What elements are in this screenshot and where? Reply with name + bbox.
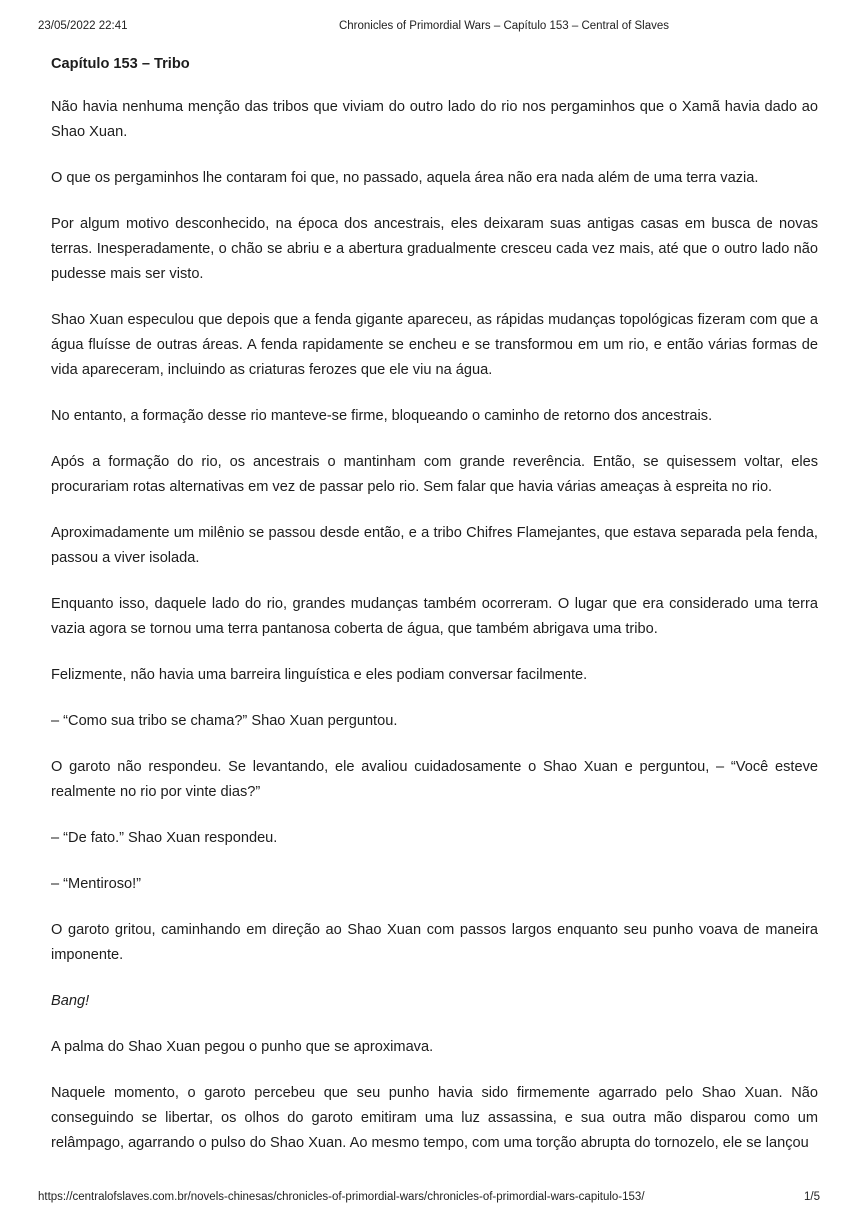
paragraph-13: Naquele momento, o garoto percebeu que seu punho havia sido firmemente agarrado pelo Shao Xuan. Não conseguindo se libertar, os olhos do garoto emitiram uma luz assassina, e sua outra mão disparou como um relâmpago, agarrando o pulso do Shao Xuan. Ao mesmo tempo, com uma torção abrupta do tornozelo, ele se lançou [51,1085,818,1151]
article-body [51,54,818,1177]
page-number: 1/5 [804,1191,820,1203]
dialogue-1: – “Como sua tribo se chama?” Shao Xuan perguntou. [51,713,398,729]
dialogue-2: – “De fato.” Shao Xuan respondeu. [51,830,278,846]
page-url: https://centralofslaves.com.br/novels-chinesas/chronicles-of-primordial-wars/chronicles-of-primordial-wars-capitulo-153/ [38,1191,645,1203]
sound-effect: Bang! [51,993,90,1009]
paragraph-1: Não havia nenhuma menção das tribos que viviam do outro lado do rio nos pergaminhos que o Xamã havia dado ao Shao Xuan. [51,99,818,140]
paragraph-11: O garoto gritou, caminhando em direção ao Shao Xuan com passos largos enquanto seu punho voava de maneira imponente. [51,922,818,963]
print-date: 23/05/2022 22:41 [38,20,128,32]
paragraph-12: A palma do Shao Xuan pegou o punho que se aproximava. [51,1039,434,1055]
print-page-title: Chronicles of Primordial Wars – Capítulo 153 – Central of Slaves [338,20,670,32]
paragraph-2: O que os pergaminhos lhe contaram foi que, no passado, aquela área não era nada além de uma terra vazia. [51,170,759,186]
dialogue-3: – “Mentiroso!” [51,876,142,892]
paragraph-9: Felizmente, não havia uma barreira linguística e eles podiam conversar facilmente. [51,667,588,683]
print-header [38,20,830,36]
paragraph-4: Shao Xuan especulou que depois que a fenda gigante apareceu, as rápidas mudanças topológicas fizeram com que a água fluísse de outras áreas. A fenda rapidamente se encheu e se transformou em um rio, e então várias formas de vida apareceram, incluindo as criaturas ferozes que ele viu na água. [51,312,818,378]
paragraph-8: Enquanto isso, daquele lado do rio, grandes mudanças também ocorreram. O lugar que era considerado uma terra vazia agora se tornou uma terra pantanosa coberta de água, que também abrigava uma tribo. [51,596,818,637]
chapter-title: Capítulo 153 – Tribo [51,56,190,72]
paragraph-3: Por algum motivo desconhecido, na época dos ancestrais, eles deixaram suas antigas casas em busca de novas terras. Inesperadamente, o chão se abriu e a abertura gradualmente cresceu cada vez mais, até que o outro lado não pudesse mais ser visto. [51,216,818,282]
paragraph-10: O garoto não respondeu. Se levantando, ele avaliou cuidadosamente o Shao Xuan e perguntou, – “Você esteve realmente no rio por vinte dias?” [51,759,818,800]
print-footer [38,1191,830,1207]
paragraph-7: Aproximadamente um milênio se passou desde então, e a tribo Chifres Flamejantes, que estava separada pela fenda, passou a viver isolada. [51,525,818,566]
paragraph-5: No entanto, a formação desse rio manteve-se firme, bloqueando o caminho de retorno dos ancestrais. [51,408,713,424]
paragraph-6: Após a formação do rio, os ancestrais o mantinham com grande reverência. Então, se quisessem voltar, eles procurariam rotas alternativas em vez de passar pelo rio. Sem falar que havia várias ameaças à espreita no rio. [51,454,818,495]
